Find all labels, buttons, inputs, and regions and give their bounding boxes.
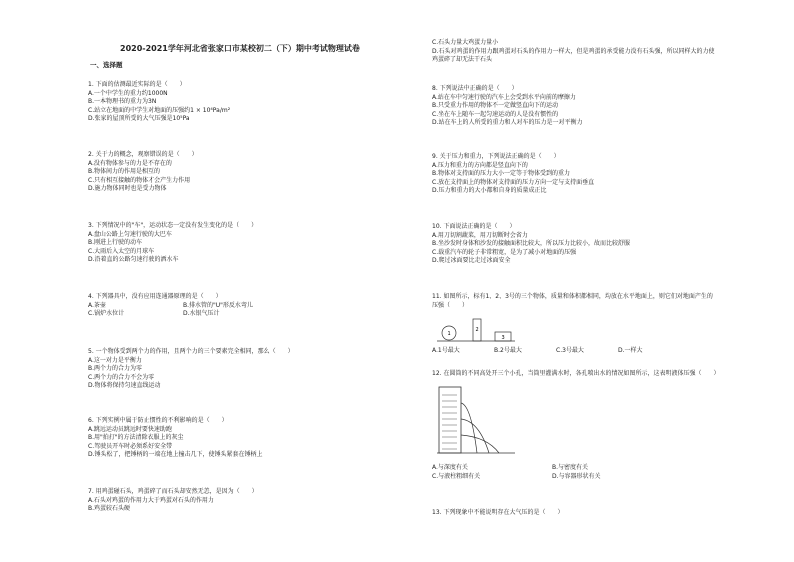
question-3: [88, 221, 257, 264]
option: D.水银气压计: [183, 310, 220, 318]
option: A.用刀切割蔬菜，用刀切断时会省力: [432, 231, 528, 239]
option: B.排水管的"U"形反水弯儿: [183, 301, 253, 309]
option: C.3号最大: [556, 347, 584, 354]
option: D.物体将保持匀速直线运动: [88, 382, 161, 390]
option: 鸡蛋碎了却无法干石头: [432, 56, 493, 64]
question-stem: 10. 下面说法正确的是（ ）: [432, 223, 516, 230]
object-3-label: 3: [501, 335, 505, 341]
option: D.沿着直的公路匀速行驶的洒水车: [88, 256, 179, 264]
option: B.鸡蛋较石头硬: [88, 505, 131, 513]
option: C.坐在车上随车一起匀速运动的人是没有惯性的: [432, 110, 559, 118]
option: A.跳远运动员跳远时要快速助跑: [88, 425, 172, 433]
question-stem: 13. 下列现象中不能说明存在大气压的是（ ）: [432, 509, 564, 516]
option: C.石头力量大鸡蛋力量小: [432, 39, 499, 46]
question-stem: 6. 下列实例中属于防止惯性的不利影响的是（ ）: [88, 417, 228, 424]
object-1-label: 1: [447, 331, 451, 337]
question-10: [432, 222, 630, 265]
option: C.大雨后入太空的月球车: [88, 247, 155, 255]
question-13: [432, 508, 563, 517]
option: B.用"拍打"的方法清除衣服上的灰尘: [88, 434, 184, 442]
option: C.两个力的合力不会为零: [88, 373, 155, 381]
question-12: [432, 369, 719, 378]
question-stem: 3. 下列情况中的"车"，运动状态一定没有发生变化的是（ ）: [88, 222, 258, 229]
cylinder-figure: [437, 385, 517, 457]
question-stem: 7. 用鸡蛋碰石头，鸡蛋碎了而石头却安然无恙，是因为（ ）: [88, 488, 258, 495]
option: D.石头对鸡蛋的作用力跟鸡蛋对石头的作用力一样大，但是鸡蛋的承受能力没有石头强，所以同样大的力使: [432, 47, 715, 55]
water-jet-top: [461, 403, 477, 453]
question-stem: 5. 一个物体受到两个力的作用，且两个力的三个要素完全相同，那么（ ）: [88, 348, 294, 355]
option: A.盘山公路上匀速行驶的大巴车: [88, 230, 172, 238]
option: B.与密度有关: [552, 464, 589, 471]
option: C.驾驶员开车时必须系好安全带: [88, 442, 173, 450]
option: A.压力和重力的方向都是竖直向下的: [432, 161, 528, 169]
question-stem: 8. 下列说法中正确的是（ ）: [432, 85, 518, 92]
object-2-label: 2: [475, 327, 479, 333]
option: D.张家的屋顶所受的大气压强是10⁵Pa: [88, 115, 190, 123]
option: B.只受重力作用的物体不一定做竖直向下的运动: [432, 102, 559, 110]
question-1: [88, 80, 230, 123]
question-11: [432, 292, 713, 309]
option: C.载重汽车的轮子非常粗宽，是为了减小对地面的压强: [432, 248, 577, 256]
question-7: [88, 487, 258, 513]
option: A.茶壶: [88, 301, 106, 309]
option: B.坐沙发时身体和沙发的接触面积比较大，所以压力比较小，故而比较舒服: [432, 240, 631, 248]
question-2: [88, 150, 198, 193]
blocks-figure: [437, 313, 517, 343]
page-title: 2020-2021学年河北省张家口市某校初二（下）期中考试物理试卷: [120, 44, 360, 53]
water-jet-bottom: [461, 435, 499, 453]
question-7-continued: [432, 38, 715, 64]
question-stem: 1. 下面的估测最近实际的是（ ）: [88, 81, 186, 88]
option: C.与液柱粗细有关: [432, 472, 481, 480]
option: C.锅炉水位计: [88, 310, 125, 318]
option: B.物体对支持面的压力大小一定等于物体受到的重力: [432, 170, 571, 178]
question-5: [88, 347, 294, 390]
option: B.物体间力的作用是相互的: [88, 168, 161, 176]
option: A.站在车中匀速行驶的汽车上会受到水平向前的摩擦力: [432, 93, 576, 101]
question-stem: 11. 如图所示，标有1、2、3号的三个物体，质量和体积都相同，均放在水平地面上，则它们对地面产生的: [432, 293, 713, 300]
question-stem-continued: 压强（ ）: [432, 301, 469, 309]
question-9: [432, 152, 594, 195]
option: D.站在车上的人所受的重力和人对车的压力是一对平衡力: [432, 119, 583, 127]
option: A.没有物体参与的力是不存在的: [88, 159, 172, 167]
question-stem: 2. 关于力的概念，观察错误的是（ ）: [88, 151, 198, 158]
option: D.压力和重力的大小都和自身的质量成正比: [432, 187, 547, 195]
question-8: [432, 84, 583, 127]
option: A.这一对力是平衡力: [88, 356, 142, 364]
option: C.站立在地面的中学生对地面的压强约1 × 10⁴Pa/m²: [88, 106, 231, 114]
section-heading: 一、选择题: [90, 61, 123, 69]
option: A.1号最大: [432, 347, 460, 354]
question-stem: 12. 在圆筒的不同高处开三个小孔，当筒里灌满水时，各孔喷出水的情况如图所示，这表明液体压强（ ）: [432, 370, 720, 377]
question-stem: 9. 关于压力和重力，下列说法正确的是（ ）: [432, 153, 560, 160]
option: D.一样大: [618, 347, 643, 354]
option: A.石头对鸡蛋的作用力大于鸡蛋对石头的作用力: [88, 496, 214, 504]
question-6: [88, 416, 263, 459]
question-stem: 4. 下列器具中，没有应用连通器原理的是（ ）: [88, 293, 222, 300]
option: C.只有相互接触的物体才会产生力作用: [88, 176, 191, 184]
option: D.施力物体同时也是受力物体: [88, 185, 167, 193]
option: D.锤头松了，把锤柄的一端在地上撞击几下，使锤头紧套在锤柄上: [88, 451, 263, 459]
option: B.2号最大: [494, 347, 522, 354]
option: A.与深度有关: [432, 464, 468, 471]
option: A.一个中学生的重力约1000N: [88, 89, 168, 97]
option: D.与容器形状有关: [552, 472, 601, 480]
option: B.一本物理书的重力为3N: [88, 98, 157, 106]
option: C.放在支持面上的物体对支持面的压力方向一定与支持面垂直: [432, 178, 595, 186]
option: B.刚进上行驶的动车: [88, 239, 143, 247]
option: B.两个力的合力为零: [88, 365, 143, 373]
question-4: [88, 292, 253, 318]
question-12-options: [432, 463, 601, 480]
question-11-options: [432, 346, 643, 355]
water-jet-middle: [461, 419, 489, 453]
option: D.爬过冰面要比走过冰面安全: [432, 257, 511, 265]
